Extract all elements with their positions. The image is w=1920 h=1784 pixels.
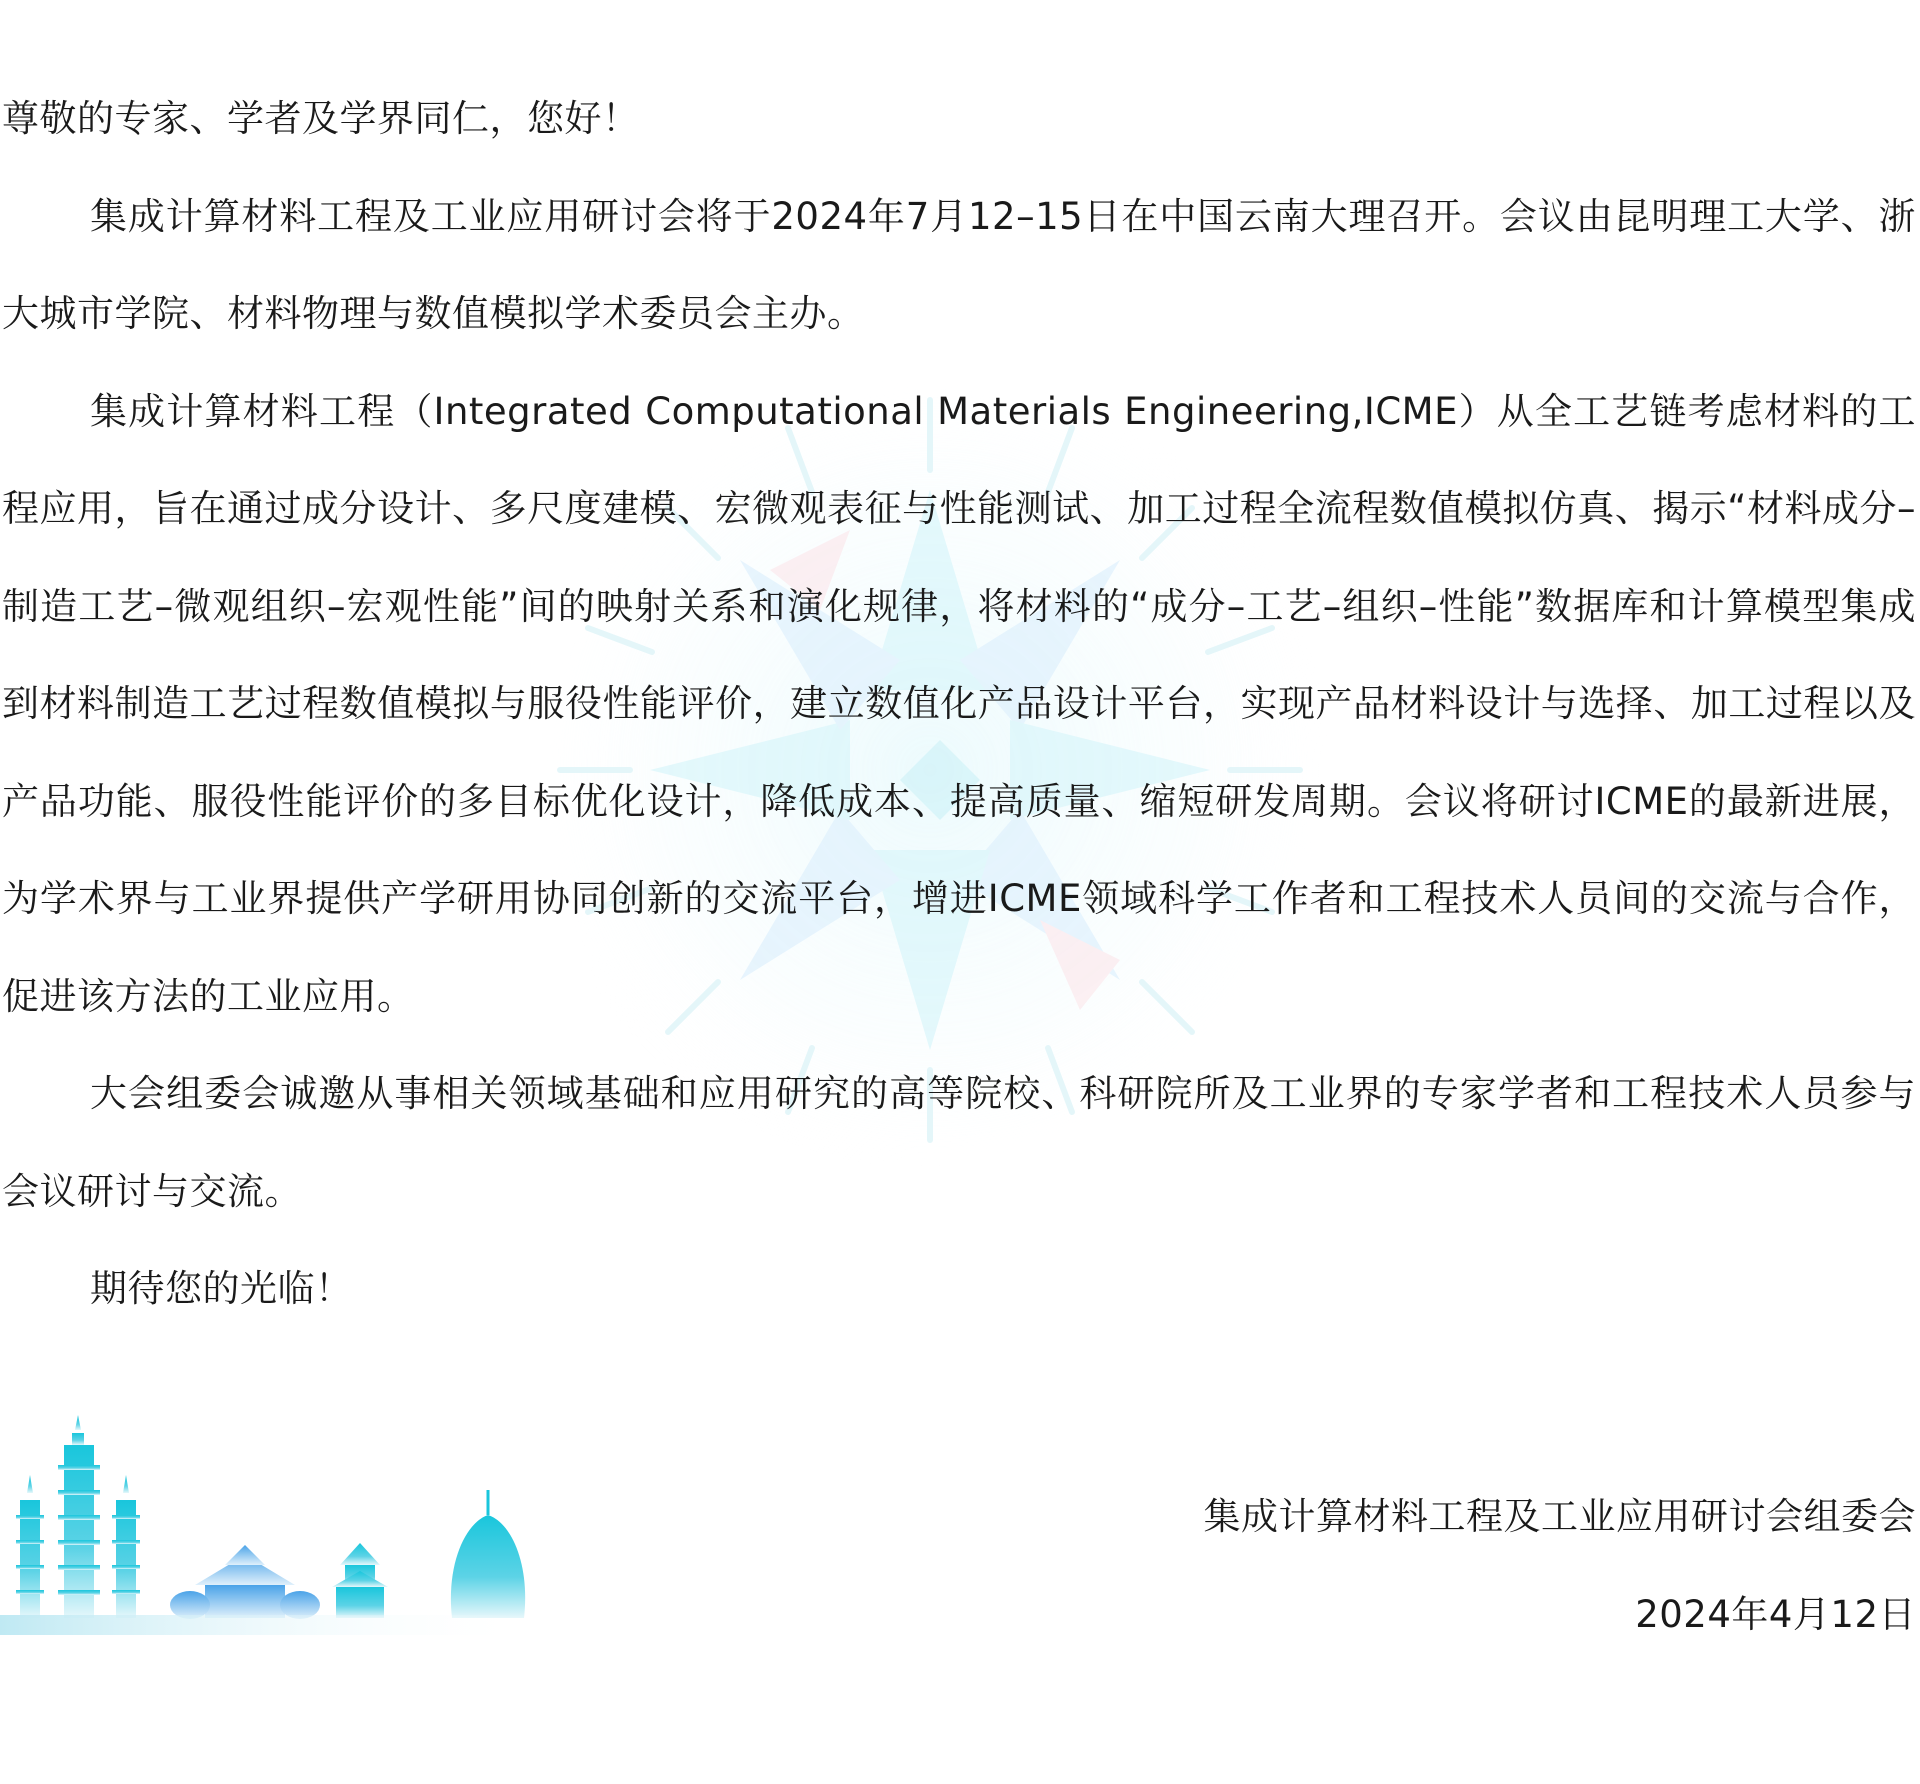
gate-tower [332, 1543, 388, 1618]
letter-date: 2024年4月12日 [1635, 1592, 1916, 1636]
skyline-illustration [0, 1415, 530, 1635]
pagoda-left [16, 1475, 44, 1618]
temple-hall [170, 1545, 320, 1619]
paragraph-closing: 期待您的光临！ [90, 1267, 353, 1310]
skyline-ground [0, 1615, 530, 1635]
letter-body [0, 70, 1920, 1338]
paragraph-invitation: 大会组委会诚邀从事相关领域基础和应用研究的高等院校、科研院所及工业界的专家学者和工程技术人员参与会议研讨与交流。 [2, 1072, 1916, 1213]
signature-block [1204, 1468, 1917, 1663]
paragraph-icme-introduction: 集成计算材料工程（Integrated Computational Materials Engineering,ICME）从全工艺链考虑材料的工程应用，旨在通过成分设计、多尺度建模、宏微观表征与性能测试、加工过程全流程数值模拟仿真、揭示“材料成分–制造工艺–微观组织–宏观性能”间的映射关系和演化规律，将材料的“成分–工艺–组织–性能”数据库和计算模型集成到材料制造工艺过程数值模拟与服役性能评价，建立数值化产品设计平台，实现产品材料设计与选择、加工过程以及产品功能、服役性能评价的多目标优化设计，降低成本、提高质量、缩短研发周期。会议将研讨ICME的最新进展，为学术界与工业界提供产学研用协同创新的交流平台，增进ICME领域科学工作者和工程技术人员间的交流与合作，促进该方法的工业应用。 [2, 389, 1916, 1018]
pagoda-center [58, 1415, 100, 1618]
greeting: 尊敬的专家、学者及学界同仁，您好！ [2, 97, 640, 140]
sail-tower [451, 1490, 525, 1618]
pagoda-right [112, 1475, 140, 1618]
paragraph-meeting-announcement: 集成计算材料工程及工业应用研讨会将于2024年7月12–15日在中国云南大理召开。会议由昆明理工大学、浙大城市学院、材料物理与数值模拟学术委员会主办。 [2, 194, 1916, 335]
organizer-name: 集成计算材料工程及工业应用研讨会组委会 [1203, 1495, 1916, 1538]
